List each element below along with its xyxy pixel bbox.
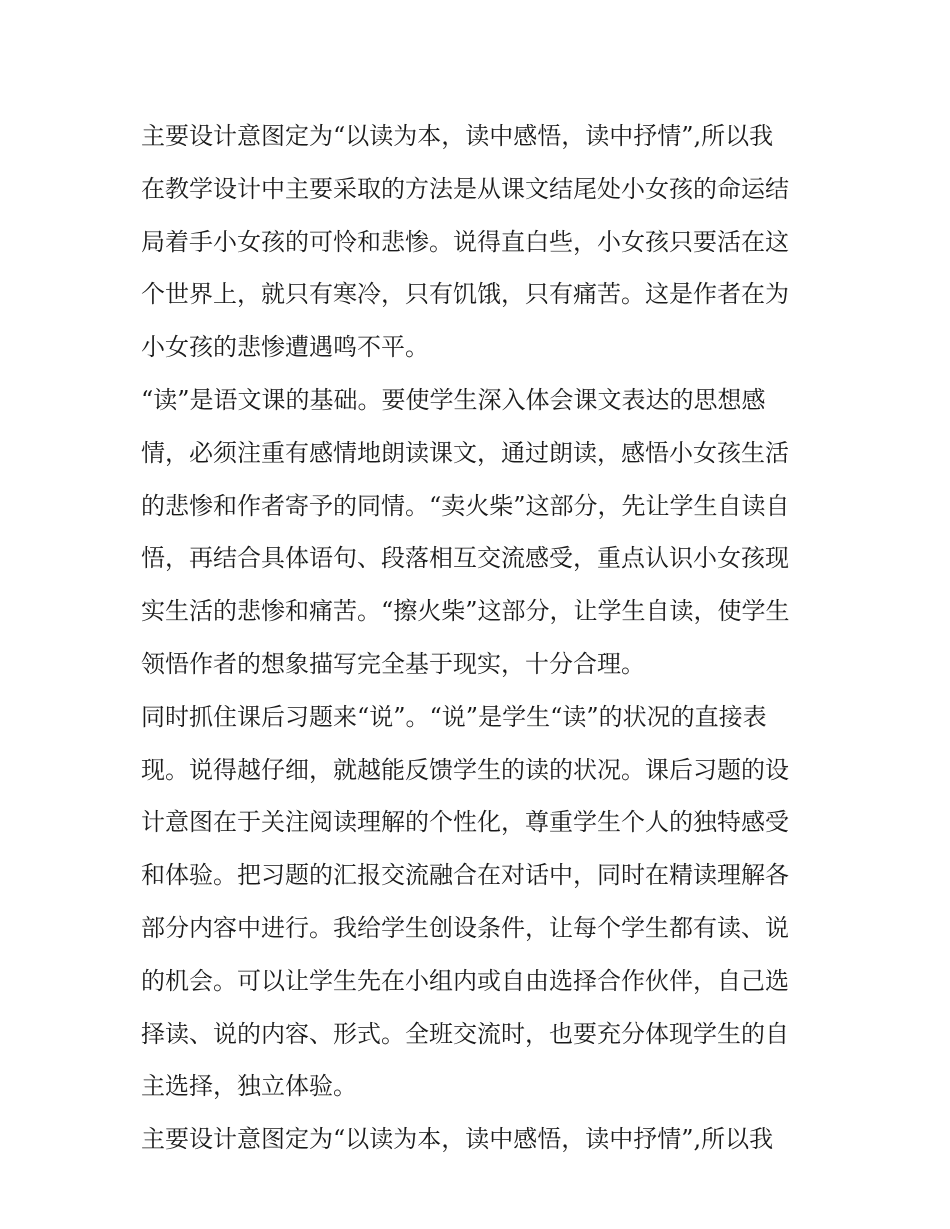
text-line: 局着手小女孩的可怜和悲惨。说得直白些，小女孩只要活在这 [141, 227, 789, 256]
text-line: 领悟作者的想象描写完全基于现实，十分合理。 [141, 649, 645, 678]
text-line: 主要设计意图定为“以读为本，读中感悟，读中抒情”,所以我 [141, 1125, 774, 1154]
text-line: 同时抓住课后习题来“说”。“说”是学生“读”的状况的直接表 [141, 702, 767, 731]
text-line: 个世界上，就只有寒冷，只有饥饿，只有痛苦。这是作者在为 [141, 280, 789, 309]
text-line: 悟，再结合具体语句、段落相互交流感受，重点认识小女孩现 [141, 544, 789, 573]
text-line: 主要设计意图定为“以读为本，读中感悟，读中抒情”,所以我 [141, 122, 774, 150]
text-line: 主选择，独立体验。 [141, 1072, 357, 1101]
text-line: 部分内容中进行。我给学生创设条件，让每个学生都有读、说 [141, 913, 789, 942]
text-line: 现。说得越仔细，就越能反馈学生的读的状况。课后习题的设 [141, 755, 789, 784]
text-line: “读”是语文课的基础。要使学生深入体会课文表达的思想感 [141, 385, 766, 414]
text-line: 计意图在于关注阅读理解的个性化，尊重学生个人的独特感受 [141, 808, 789, 837]
text-line: 的机会。可以让学生先在小组内或自由选择合作伙伴，自己选 [141, 966, 789, 995]
text-line: 和体验。把习题的汇报交流融合在对话中，同时在精读理解各 [141, 861, 789, 890]
text-line: 择读、说的内容、形式。全班交流时，也要充分体现学生的自 [141, 1019, 789, 1048]
text-line: 在教学设计中主要采取的方法是从课文结尾处小女孩的命运结 [141, 174, 789, 203]
text-line: 情，必须注重有感情地朗读课文，通过朗读，感悟小女孩生活 [141, 438, 789, 467]
body-text [141, 110, 813, 1166]
text-line: 小女孩的悲惨遭遇鸣不平。 [141, 333, 429, 362]
text-line: 的悲惨和作者寄予的同情。“卖火柴”这部分，先让学生自读自 [141, 491, 790, 520]
text-line: 实生活的悲惨和痛苦。“擦火柴”这部分，让学生自读，使学生 [141, 597, 790, 626]
